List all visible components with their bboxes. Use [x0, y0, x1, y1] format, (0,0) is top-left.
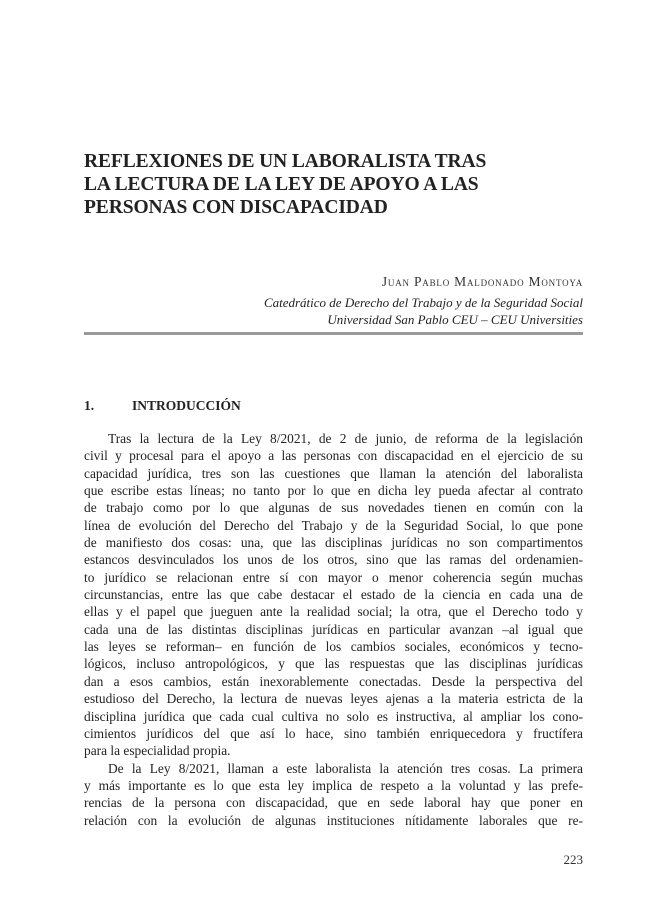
paragraph-line: estancos desvinculados los unos de los otros, sino que las ramas del ordenamien-: [84, 552, 583, 568]
section-heading: [84, 398, 241, 414]
paragraph-line: dan a esos cambios, están inexorablemente conectadas. Desde la perspectiva del: [84, 673, 583, 689]
page-number: 223: [563, 852, 583, 867]
author-block: [83, 274, 583, 328]
paragraph-line: De la Ley 8/2021, llaman a este laboralista la atención tres cosas. La primera: [108, 760, 583, 776]
chapter-title: [84, 150, 584, 219]
affiliation-line: Universidad San Pablo CEU – CEU Universities: [327, 312, 583, 327]
section-number: 1.: [84, 398, 95, 413]
paragraph-line: estudioso del Derecho, la lectura de nuevas leyes ajenas a la materia estricta de la: [84, 691, 583, 707]
section-title: INTRODUCCIÓN: [132, 398, 241, 413]
paragraph-line: cimientos jurídicos del que así lo hace, sino también enriquecedora y fructífera: [84, 725, 583, 741]
header-divider: [84, 332, 583, 335]
paragraph-line: circunstancias, entre las que cabe destacar el estado de la ciencia en cada una de: [84, 587, 583, 603]
affiliation-line: Catedrático de Derecho del Trabajo y de la Seguridad Social: [263, 295, 583, 310]
paragraph-line: to jurídico se relacionan entre sí con mayor o menor coherencia según muchas: [84, 569, 583, 585]
paragraph-line: línea de evolución del Derecho del Trabajo y de la Seguridad Social, lo que pone: [84, 517, 583, 533]
paragraph-line: para la especialidad propia.: [84, 743, 231, 759]
body-text: [84, 430, 583, 829]
chapter-title-line: LA LECTURA DE LA LEY DE APOYO A LAS: [84, 174, 479, 195]
body-paragraph: [84, 430, 583, 760]
paragraph-line: rencias de la persona con discapacidad, que en sede laboral hay que poner en: [84, 795, 583, 811]
body-paragraph: [84, 760, 583, 829]
paragraph-line: capacidad jurídica, tres son las cuestiones que llaman la atención del laboralista: [84, 465, 583, 481]
author-name: Juan Pablo Maldonado Montoya: [381, 274, 583, 289]
author-affiliation: [83, 294, 583, 328]
chapter-title-line: REFLEXIONES DE UN LABORALISTA TRAS: [84, 151, 487, 172]
paragraph-line: de manifiesto dos cosas: una, que las disciplinas jurídicas no son compartimentos: [84, 535, 583, 551]
paragraph-line: relación con la evolución de algunas instituciones nítidamente laborales que re-: [84, 812, 583, 828]
paragraph-line: lógicos, incluso antropológicos, y que las respuestas que las disciplinas jurídicas: [84, 656, 583, 672]
paragraph-line: que escribe estas líneas; no tanto por lo que en dicha ley pueda afectar al contrato: [84, 483, 583, 499]
paragraph-line: las leyes se reforman– en función de los cambios sociales, económicos y tecno-: [84, 639, 583, 655]
paragraph-line: cada una de las distintas disciplinas jurídicas en particular avanzan –al igual que: [84, 621, 583, 637]
paragraph-line: civil y procesal para el apoyo a las personas con discapacidad en el ejercicio de su: [84, 448, 583, 464]
paragraph-line: y más importante es lo que esta ley implica de respeto a la voluntad y las prefe-: [84, 777, 583, 793]
chapter-title-line: PERSONAS CON DISCAPACIDAD: [84, 197, 388, 218]
paragraph-line: disciplina jurídica que cada cual cultiva no solo es instructiva, al ampliar los cono-: [84, 708, 583, 724]
paragraph-line: ellas y el papel que jueguen ante la realidad social; la otra, que el Derecho todo y: [84, 604, 583, 620]
paragraph-line: de trabajo como por lo que algunas de sus novedades tienen en común con la: [84, 500, 583, 516]
paragraph-line: Tras la lectura de la Ley 8/2021, de 2 de junio, de reforma de la legislación: [108, 431, 583, 446]
